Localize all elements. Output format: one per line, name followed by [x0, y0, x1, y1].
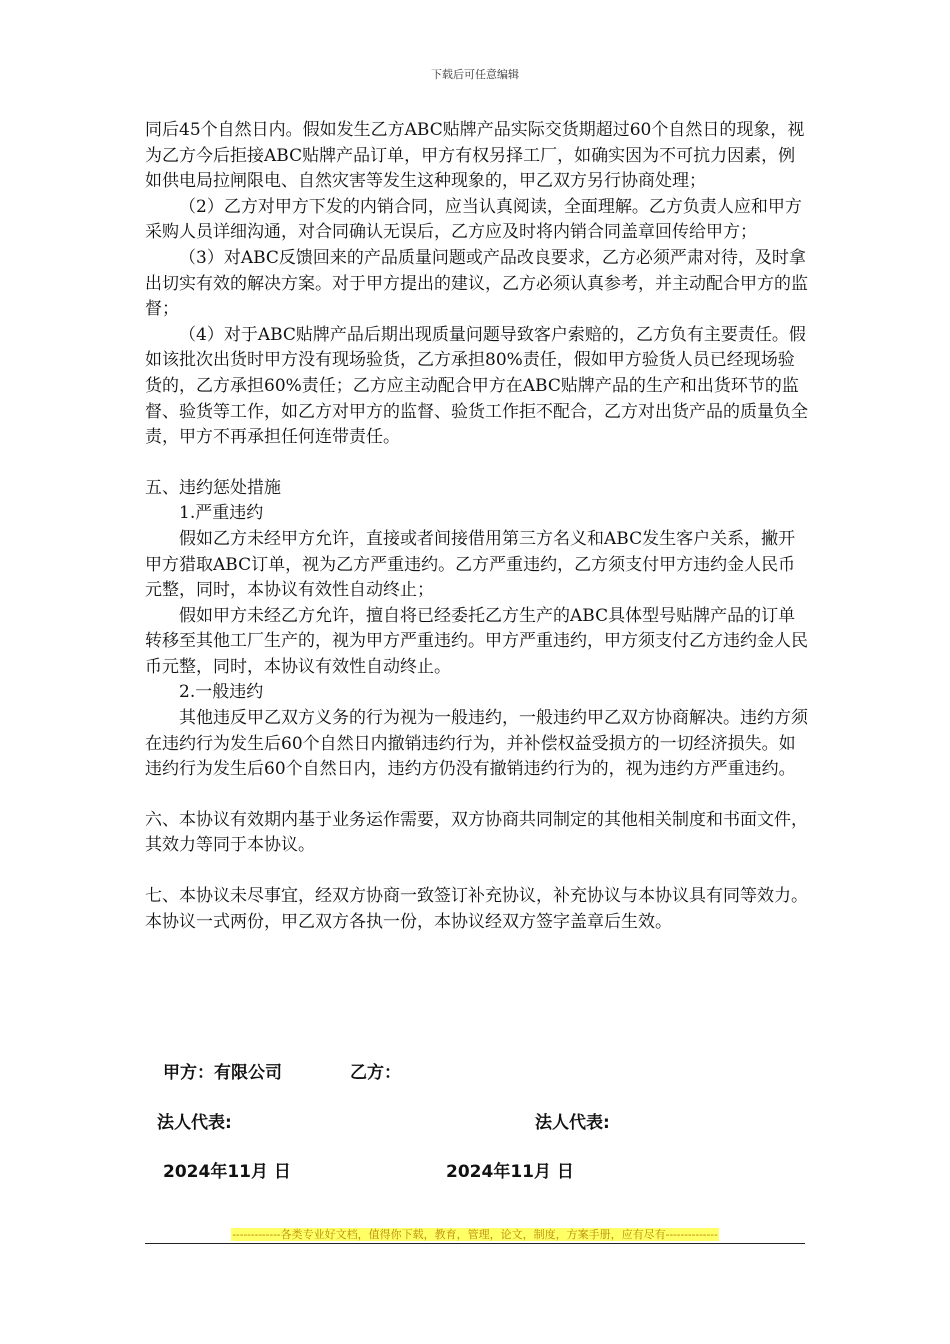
- party-a-label: 甲方：有限公司: [163, 1063, 282, 1083]
- section-5-sub1: 1.严重违约: [179, 503, 264, 524]
- party-a-representative: 法人代表:: [157, 1113, 232, 1133]
- paragraph-clause-2: （2）乙方对甲方下发的内销合同，应当认真阅读，全面理解。乙方负责人应和甲方采购人员详细沟通，对合同确认无误后，乙方应及时将内销合同盖章回传给甲方；: [145, 196, 802, 243]
- page-footer: [0, 1226, 950, 1242]
- section-5-sub1-p1: 假如乙方未经甲方允许，直接或者间接借用第三方名义和ABC发生客户关系，撇开甲方猎取ABC订单，视为乙方严重违约。乙方严重违约，乙方须支付甲方违约金人民币元整，同时，本协议有效性自动终止；: [145, 528, 796, 601]
- paragraph-clause-4: （4）对于ABC贴牌产品后期出现质量问题导致客户索赔的，乙方负有主要责任。假如该批次出货时甲方没有现场验货，乙方承担80%责任，假如甲方验货人员已经现场验货的，乙方承担60%责任；乙方应主动配合甲方在ABC贴牌产品的生产和出货环节的监督、验货等工作，如乙方对甲方的监督、验货工作拒不配合，乙方对出货产品的质量负全责，甲方不再承担任何连带责任。: [145, 324, 808, 448]
- paragraph-continuation: 同后45个自然日内。假如发生乙方ABC贴牌产品实际交货期超过60个自然日的现象，视为乙方今后拒接ABC贴牌产品订单，甲方有权另择工厂，如确实因为不可抗力因素，例如供电局拉闸限电、自然灾害等发生这种现象的，甲乙双方另行协商处理；: [145, 120, 805, 192]
- party-b-date: 2024年11月 日: [446, 1162, 574, 1182]
- footer-text: -------------各类专业好文档，值得你下载，教育，管理，论文，制度，方案手册，应有尽有--------------: [232, 1228, 718, 1241]
- section-5-sub1-p2: 假如甲方未经乙方允许，擅自将已经委托乙方生产的ABC具体型号贴牌产品的订单转移至其他工厂生产的，视为甲方严重违约。甲方严重违约，甲方须支付乙方违约金人民币元整，同时，本协议有效性自动终止。: [145, 605, 808, 677]
- footer-divider: [145, 1243, 805, 1244]
- section-6: 六、本协议有效期内基于业务运作需要，双方协商共同制定的其他相关制度和书面文件，其效力等同于本协议。: [145, 809, 808, 856]
- paragraph-clause-3: （3）对ABC反馈回来的产品质量问题或产品改良要求，乙方必须严肃对待，及时拿出切实有效的解决方案。对于甲方提出的建议，乙方必须认真参考，并主动配合甲方的监督；: [145, 247, 808, 320]
- section-7: 七、本协议未尽事宜，经双方协商一致签订补充协议，补充协议与本协议具有同等效力。本协议一式两份，甲乙双方各执一份，本协议经双方签字盖章后生效。: [145, 886, 808, 932]
- document-body: [145, 118, 810, 935]
- section-5-title: 五、违约惩处措施: [145, 477, 281, 498]
- party-b-label: 乙方：: [350, 1063, 401, 1083]
- party-b-representative: 法人代表:: [535, 1113, 610, 1133]
- section-5-sub2-p1: 其他违反甲乙双方义务的行为视为一般违约，一般违约甲乙双方协商解决。违约方须在违约行为发生后60个自然日内撤销违约行为，并补偿权益受损方的一切经济损失。如违约行为发生后60个自然日内，违约方仍没有撤销违约行为的，视为违约方严重违约。: [145, 708, 808, 780]
- party-a-date: 2024年11月 日: [163, 1162, 291, 1182]
- section-5-sub2: 2.一般违约: [179, 682, 264, 703]
- page-header: 下载后可任意编辑: [431, 68, 519, 81]
